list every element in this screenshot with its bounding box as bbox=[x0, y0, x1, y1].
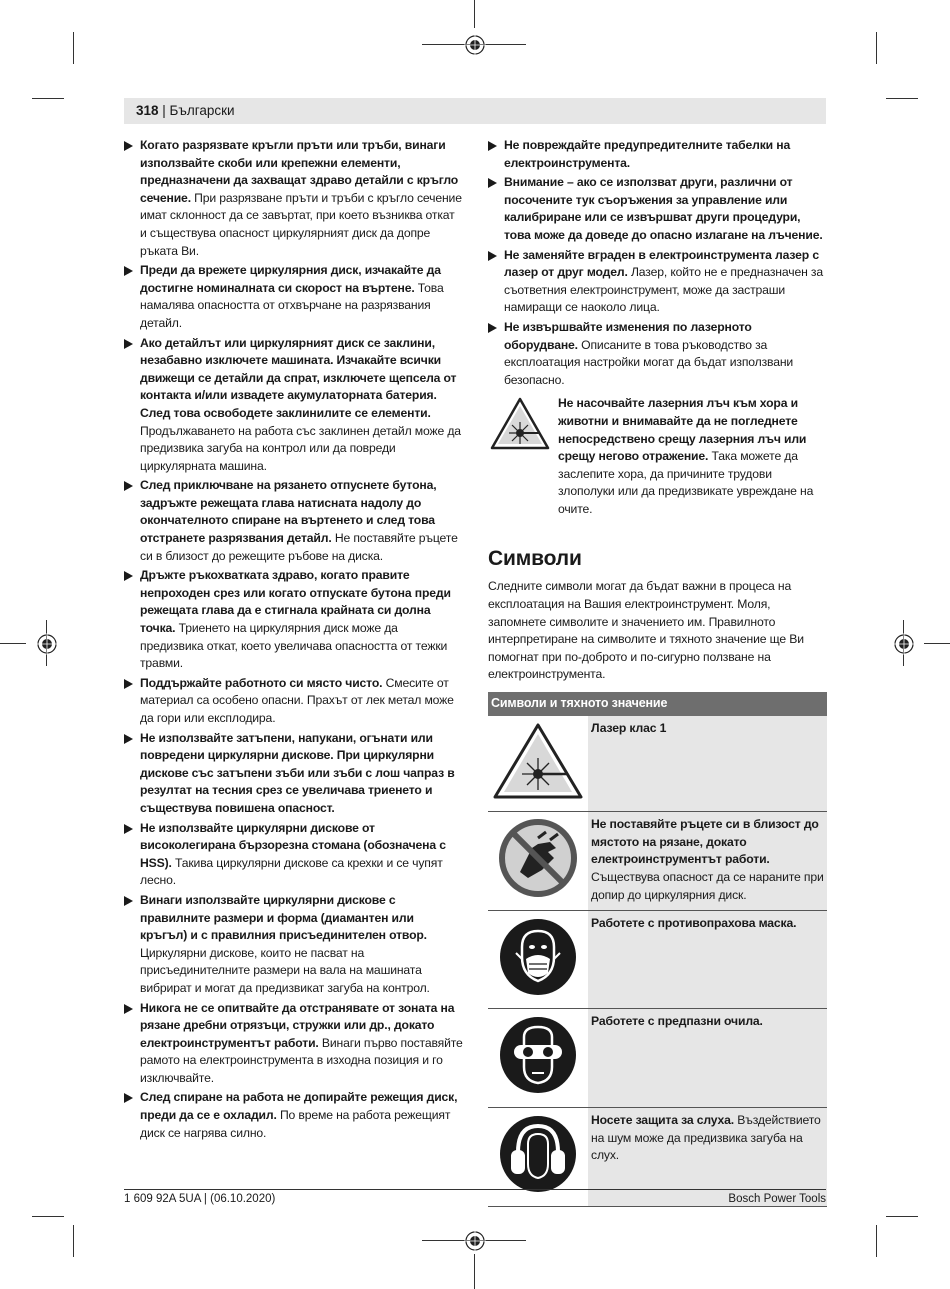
crop-mark bbox=[876, 32, 877, 64]
crop-mark bbox=[474, 0, 475, 28]
item-bold-text: Никога не се опитвайте да отстранявате от зоната на рязане дребни отрязъци, стружки или др., докато електроинструментът работи. bbox=[140, 1000, 455, 1050]
list-item bbox=[124, 137, 464, 260]
bullet-arrow-icon bbox=[124, 1004, 133, 1014]
symbol-bold-text: Работете с противопрахова маска. bbox=[591, 915, 797, 930]
item-text: Триенето на циркулярния диск може да предизвика откат, което увеличава опасността от тежки травми. bbox=[140, 621, 448, 671]
symbol-text: Въздействието на шум може да предизвика загуба на слух. bbox=[591, 1113, 821, 1163]
crop-mark bbox=[32, 98, 64, 99]
bullet-arrow-icon bbox=[124, 266, 133, 276]
table-row bbox=[488, 910, 827, 1009]
item-bold-text: Не повреждайте предупредителните табелки на електроинструмента. bbox=[504, 138, 791, 170]
ear-protection-icon bbox=[498, 1114, 578, 1194]
item-bold-text: Не извършвайте изменения по лазерното оборудване. bbox=[504, 319, 752, 352]
item-bold-text: Не заменяйте вграден в електроинструмента лазер с лазер от друг модел. bbox=[504, 247, 819, 280]
footer-doc-id: 1 609 92A 5UA | (06.10.2020) bbox=[124, 1193, 276, 1205]
item-text: Лазер, който не е предназначен за съответния електроинструмент, може да застраши намиращи се наоколо лица. bbox=[504, 265, 823, 315]
bullet-arrow-icon bbox=[488, 178, 497, 188]
item-text: Винаги първо поставяйте рамото на електроинструмента в изходна позиция и го изключвайте. bbox=[140, 1035, 463, 1085]
item-bold-text: Не използвайте циркулярни дискове от високолегирана бързорезна стомана (обозначена с HSS). bbox=[140, 820, 446, 870]
symbol-bold-text: Не поставяйте ръцете си в близост до мястото на рязане, докато електроинструментът работи. bbox=[591, 817, 819, 867]
item-text: Такива циркулярни дискове са крехки и се чупят лесно. bbox=[140, 855, 443, 888]
item-text: Смесите от материал са особено опасни. Прахът от лек метал може да гори или експлодира. bbox=[140, 675, 454, 725]
crop-mark bbox=[474, 1254, 475, 1289]
item-bold-text: Не използвайте затъпени, напукани, огънати или повредени циркулярни дискове. При циркулярни дискове със затъпени зъби или зъби с лош чапраз в резултат на тесния срез се увеличава триенето и съществува повишена опасност. bbox=[140, 730, 455, 815]
crop-mark bbox=[73, 1225, 74, 1257]
laser-warning bbox=[488, 395, 828, 518]
crop-mark bbox=[886, 98, 918, 99]
bullet-arrow-icon bbox=[124, 571, 133, 581]
table-row bbox=[488, 812, 827, 911]
page-header: 318 | Български bbox=[124, 98, 826, 124]
list-item bbox=[124, 1000, 464, 1088]
bullet-arrow-icon bbox=[488, 323, 497, 333]
left-column bbox=[124, 137, 464, 1144]
bullet-arrow-icon bbox=[488, 251, 497, 261]
crop-mark bbox=[0, 643, 26, 644]
bullet-arrow-icon bbox=[124, 481, 133, 491]
table-row bbox=[488, 716, 827, 812]
registration-mark-icon bbox=[464, 1230, 486, 1252]
item-bold-text: След приключване на рязането отпуснете бутона, задръжте режещата глава натисната надолу до окончателното спиране на въртенето и след това отстранете разрязвания детайл. bbox=[140, 478, 437, 546]
list-item bbox=[124, 1089, 464, 1142]
item-text: Не поставяйте ръцете си в близост до режещите ръбове на диска. bbox=[140, 531, 458, 563]
table-header: Символи и тяхното значение bbox=[488, 692, 827, 716]
table-row bbox=[488, 1009, 827, 1108]
item-bold-text: Внимание – ако се използват други, различни от посочените тук съоръжения за управление или калибриране или се извършват други процедури, това може да доведе до опасно излагане на лъчение. bbox=[504, 175, 823, 242]
page-footer bbox=[124, 1189, 826, 1205]
registration-mark-icon bbox=[36, 633, 58, 655]
list-item bbox=[124, 675, 464, 728]
item-bold-text: Дръжте ръкохватката здраво, когато правите непроходен срез или когато отпускате бутона преди режещата глава да е стигнала крайната си долна точка. bbox=[140, 568, 451, 636]
bullet-arrow-icon bbox=[124, 1093, 133, 1103]
bullet-arrow-icon bbox=[124, 141, 133, 151]
list-item bbox=[488, 319, 828, 389]
laser-class-icon bbox=[492, 722, 584, 800]
list-item bbox=[124, 262, 464, 332]
list-item bbox=[488, 247, 828, 317]
item-bold-text: Преди да врежете циркулярния диск, изчакайте да достигне номиналната си скорост на въртене. bbox=[140, 263, 441, 295]
laser-warning-bold: Не насочвайте лазерния лъч към хора и животни и внимавайте да не погледнете непосредствено срещу лазерния лъч или срещу негово отражение. bbox=[558, 396, 807, 464]
bullet-arrow-icon bbox=[124, 339, 133, 349]
right-column bbox=[488, 137, 828, 1207]
safety-goggles-icon bbox=[498, 1015, 578, 1095]
crop-mark bbox=[73, 32, 74, 64]
symbol-bold-text: Носете защита за слуха. bbox=[591, 1113, 735, 1127]
symbol-bold-text: Работете с предпазни очила. bbox=[591, 1014, 763, 1029]
page-number: 318 bbox=[136, 103, 159, 118]
item-bold-text: Когато разрязвате кръгли пръти или тръби, винаги използвайте скоби или крепежни елементи, предназначени да захващат здраво детайли с кръгло сечение. bbox=[140, 138, 459, 205]
header-language: Български bbox=[169, 103, 235, 118]
item-text: Продължаването на работа със заклинен детайл може да предизвика загуба на контрол или да повреди циркулярната машина. bbox=[140, 423, 461, 473]
crop-mark bbox=[886, 1216, 918, 1217]
no-hands-icon bbox=[498, 818, 578, 898]
list-item bbox=[124, 335, 464, 476]
dust-mask-icon bbox=[498, 917, 578, 997]
laser-warning-icon bbox=[490, 397, 550, 451]
list-item bbox=[124, 477, 464, 565]
item-text: При разрязване пръти и тръби с кръгло сечение имат склонност да се завъртат, при което възниква откат и съществува опасност циркулярният диск да допре ръката Ви. bbox=[140, 190, 462, 258]
list-item bbox=[488, 137, 828, 172]
registration-mark-icon bbox=[464, 34, 486, 56]
bullet-arrow-icon bbox=[124, 679, 133, 689]
item-bold-text: Винаги използвайте циркулярни дискове с правилните размери и форма (диамантен или кръгъл) и с правилния присъединителен отвор. bbox=[140, 892, 427, 943]
list-item bbox=[124, 730, 464, 818]
bullet-arrow-icon bbox=[488, 141, 497, 151]
symbols-table bbox=[488, 692, 827, 1207]
item-text: По време на работа режещият диск се нагрява силно. bbox=[140, 1108, 451, 1140]
bullet-arrow-icon bbox=[124, 824, 133, 834]
footer-brand: Bosch Power Tools bbox=[728, 1193, 826, 1205]
section-intro: Следните символи могат да бъдат важни в процеса на експлоатация на Вашия електроинструмент. Моля, запомнете символите и значението им. Правилното интерпретиране на символите и тяхното значение ще Ви помогнат при по-доброто и по-сигурно ползване на електроинструмента. bbox=[488, 579, 804, 682]
list-item bbox=[124, 567, 464, 673]
crop-mark bbox=[876, 1225, 877, 1257]
laser-warning-text: Така можете да заслепите хора, да причините трудови злополуки или да предизвикате увреждане на очите. bbox=[558, 449, 814, 516]
list-item bbox=[488, 174, 828, 244]
registration-mark-icon bbox=[893, 633, 915, 655]
symbol-text: Съществува опасност да се нараните при допир до циркулярния диск. bbox=[591, 870, 824, 902]
crop-mark bbox=[32, 1216, 64, 1217]
item-text: Циркулярни дискове, които не пасват на присъединителните размери на вала на машината вибрират и могат да предизвикат загуба на контрол. bbox=[140, 945, 430, 995]
bullet-arrow-icon bbox=[124, 734, 133, 744]
item-bold-text: Ако детайлът или циркулярният диск се заклини, незабавно изключете машината. Изчакайте всички движещи се детайли да спрат, изключете щепсела от контакта и/или извадете акумулаторната батерия. След това освободете заклинилите се елементи. bbox=[140, 335, 457, 420]
item-bold-text: Поддържайте работното си място чисто. bbox=[140, 675, 383, 690]
list-item bbox=[124, 820, 464, 890]
crop-mark bbox=[924, 643, 950, 644]
item-text: Описаните в това ръководство за експлоатация настройки могат да бъдат използвани безопасно. bbox=[504, 337, 794, 387]
item-text: Това намалява опасността от отхвърчане на разрязвания детайл. bbox=[140, 280, 444, 330]
item-bold-text: След спиране на работа не допирайте режещия диск, преди да се е охладил. bbox=[140, 1090, 458, 1123]
list-item bbox=[124, 892, 464, 998]
section-title: Символи bbox=[488, 547, 582, 571]
bullet-arrow-icon bbox=[124, 896, 133, 906]
symbol-bold-text: Лазер клас 1 bbox=[591, 720, 667, 735]
